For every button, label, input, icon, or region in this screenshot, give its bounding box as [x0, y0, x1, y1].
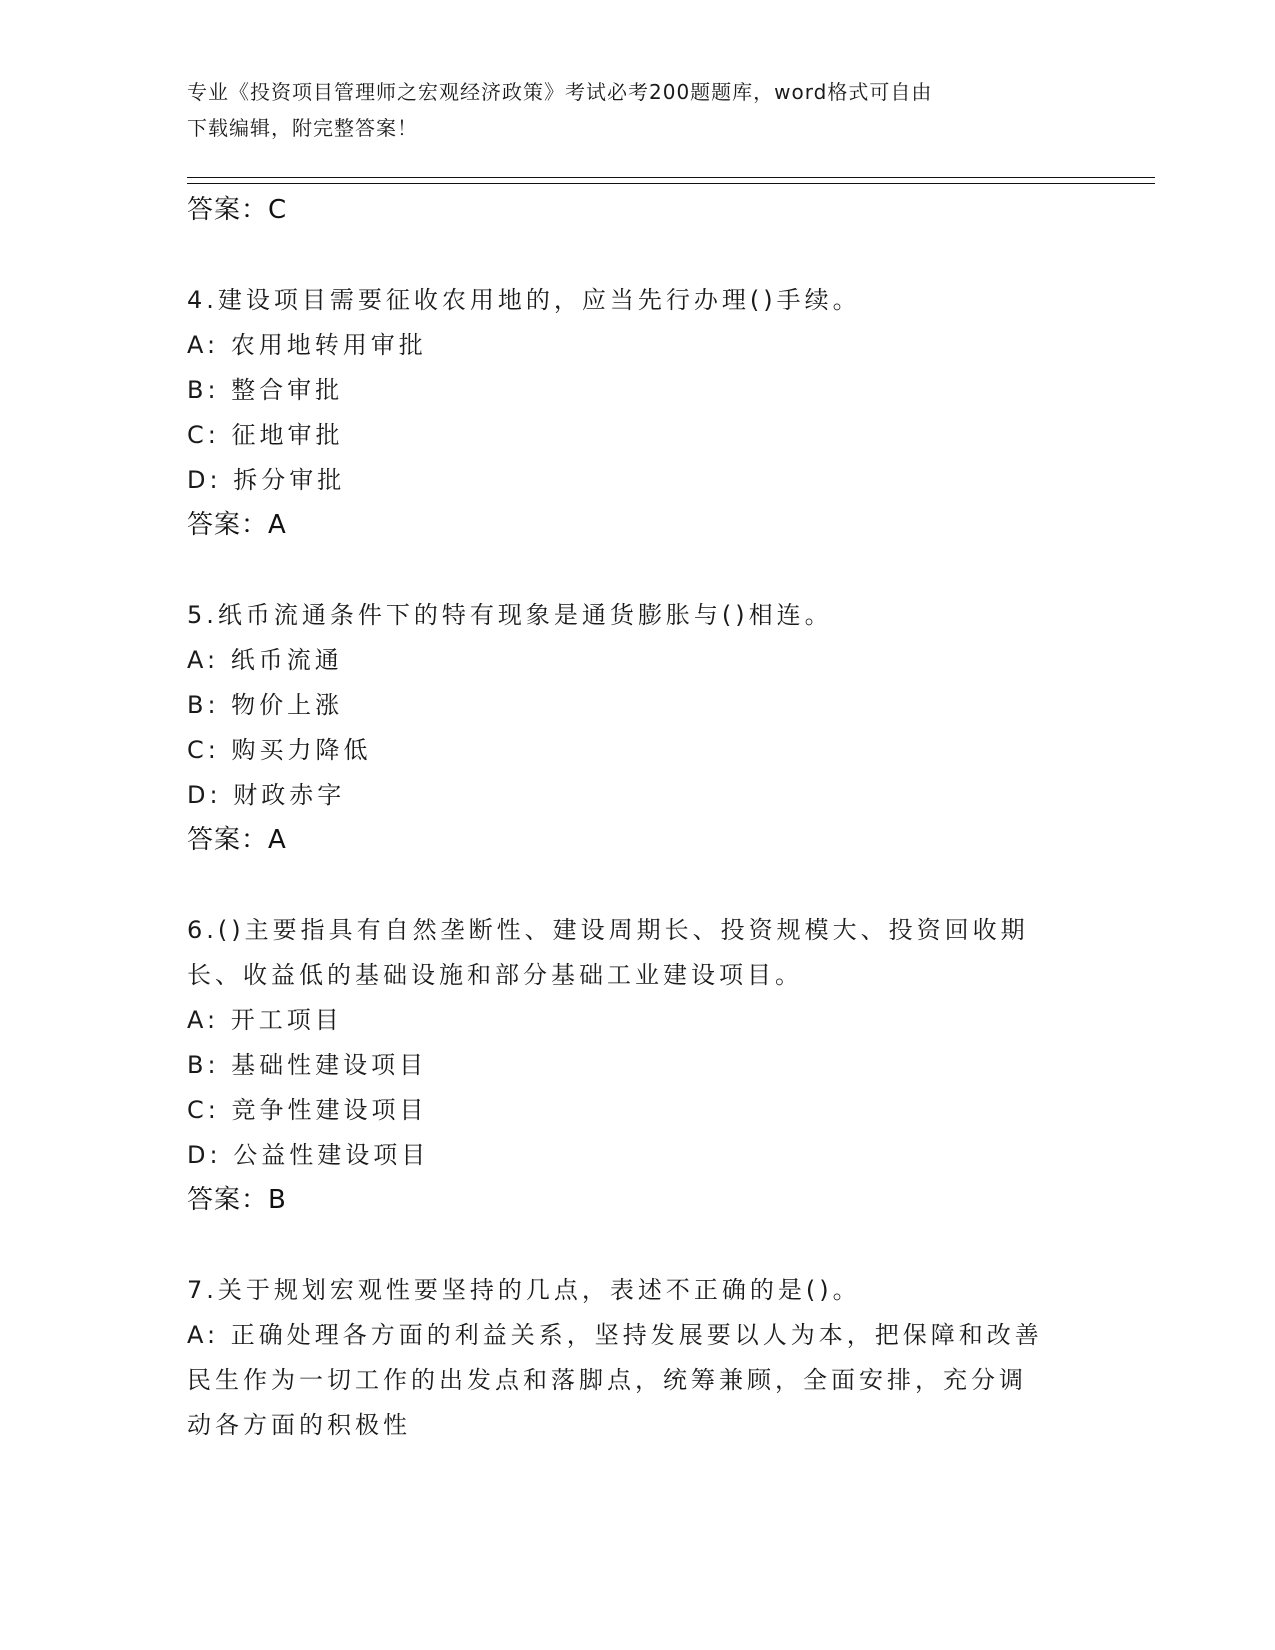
answer-label: 答案： — [187, 510, 269, 540]
answer-value: A — [268, 510, 287, 540]
answer-value: A — [268, 825, 287, 855]
option-a: A: 纸币流通 — [187, 646, 343, 674]
answer-value: C — [268, 195, 288, 225]
question-5 — [187, 593, 1087, 863]
header-rule-top — [187, 177, 1155, 178]
question-4 — [187, 278, 1087, 548]
header-line-2: 下载编辑，附完整答案！ — [187, 116, 418, 140]
question-6 — [187, 908, 1087, 1223]
option-b: B: 物价上涨 — [187, 691, 344, 719]
question-text-line-2: 长、收益低的基础设施和部分基础工业建设项目。 — [187, 961, 803, 989]
answer-q4 — [187, 503, 1087, 548]
spacer — [187, 1223, 1087, 1268]
question-text-line-1: 6.()主要指具有自然垄断性、建设周期长、投资规模大、投资回收期 — [187, 916, 1029, 944]
header-line-1: 专业《投资项目管理师之宏观经济政策》考试必考200题题库，word格式可自由 — [187, 80, 933, 104]
option-a-line-2: 民生作为一切工作的出发点和落脚点，统筹兼顾，全面安排，充分调 — [187, 1366, 1027, 1394]
question-text: 5.纸币流通条件下的特有现象是通货膨胀与()相连。 — [187, 601, 833, 629]
question-text: 7.关于规划宏观性要坚持的几点，表述不正确的是()。 — [187, 1276, 861, 1304]
answer-value: B — [268, 1185, 287, 1215]
option-a: A: 开工项目 — [187, 1006, 343, 1034]
spacer — [187, 233, 1087, 278]
question-text: 4.建设项目需要征收农用地的，应当先行办理()手续。 — [187, 286, 861, 314]
header-rule-bottom — [187, 183, 1155, 184]
answer-q5 — [187, 818, 1087, 863]
spacer — [187, 863, 1087, 908]
option-a: A: 农用地转用审批 — [187, 331, 427, 359]
option-a-line-1: A: 正确处理各方面的利益关系，坚持发展要以人为本，把保障和改善 — [187, 1321, 1043, 1349]
option-c: C: 征地审批 — [187, 421, 344, 449]
option-d: D: 拆分审批 — [187, 466, 346, 494]
option-a-line-3: 动各方面的积极性 — [187, 1411, 411, 1439]
answer-label: 答案： — [187, 1185, 269, 1215]
question-list — [187, 188, 1087, 1448]
option-d: D: 财政赤字 — [187, 781, 346, 809]
option-b: B: 整合审批 — [187, 376, 344, 404]
document-header — [187, 74, 1067, 146]
option-c: C: 竞争性建设项目 — [187, 1096, 428, 1124]
answer-label: 答案： — [187, 195, 269, 225]
question-7 — [187, 1268, 1087, 1448]
answer-label: 答案： — [187, 825, 269, 855]
option-c: C: 购买力降低 — [187, 736, 372, 764]
answer-q6 — [187, 1178, 1087, 1223]
option-d: D: 公益性建设项目 — [187, 1141, 430, 1169]
option-b: B: 基础性建设项目 — [187, 1051, 428, 1079]
answer-q3 — [187, 188, 1087, 233]
spacer — [187, 548, 1087, 593]
